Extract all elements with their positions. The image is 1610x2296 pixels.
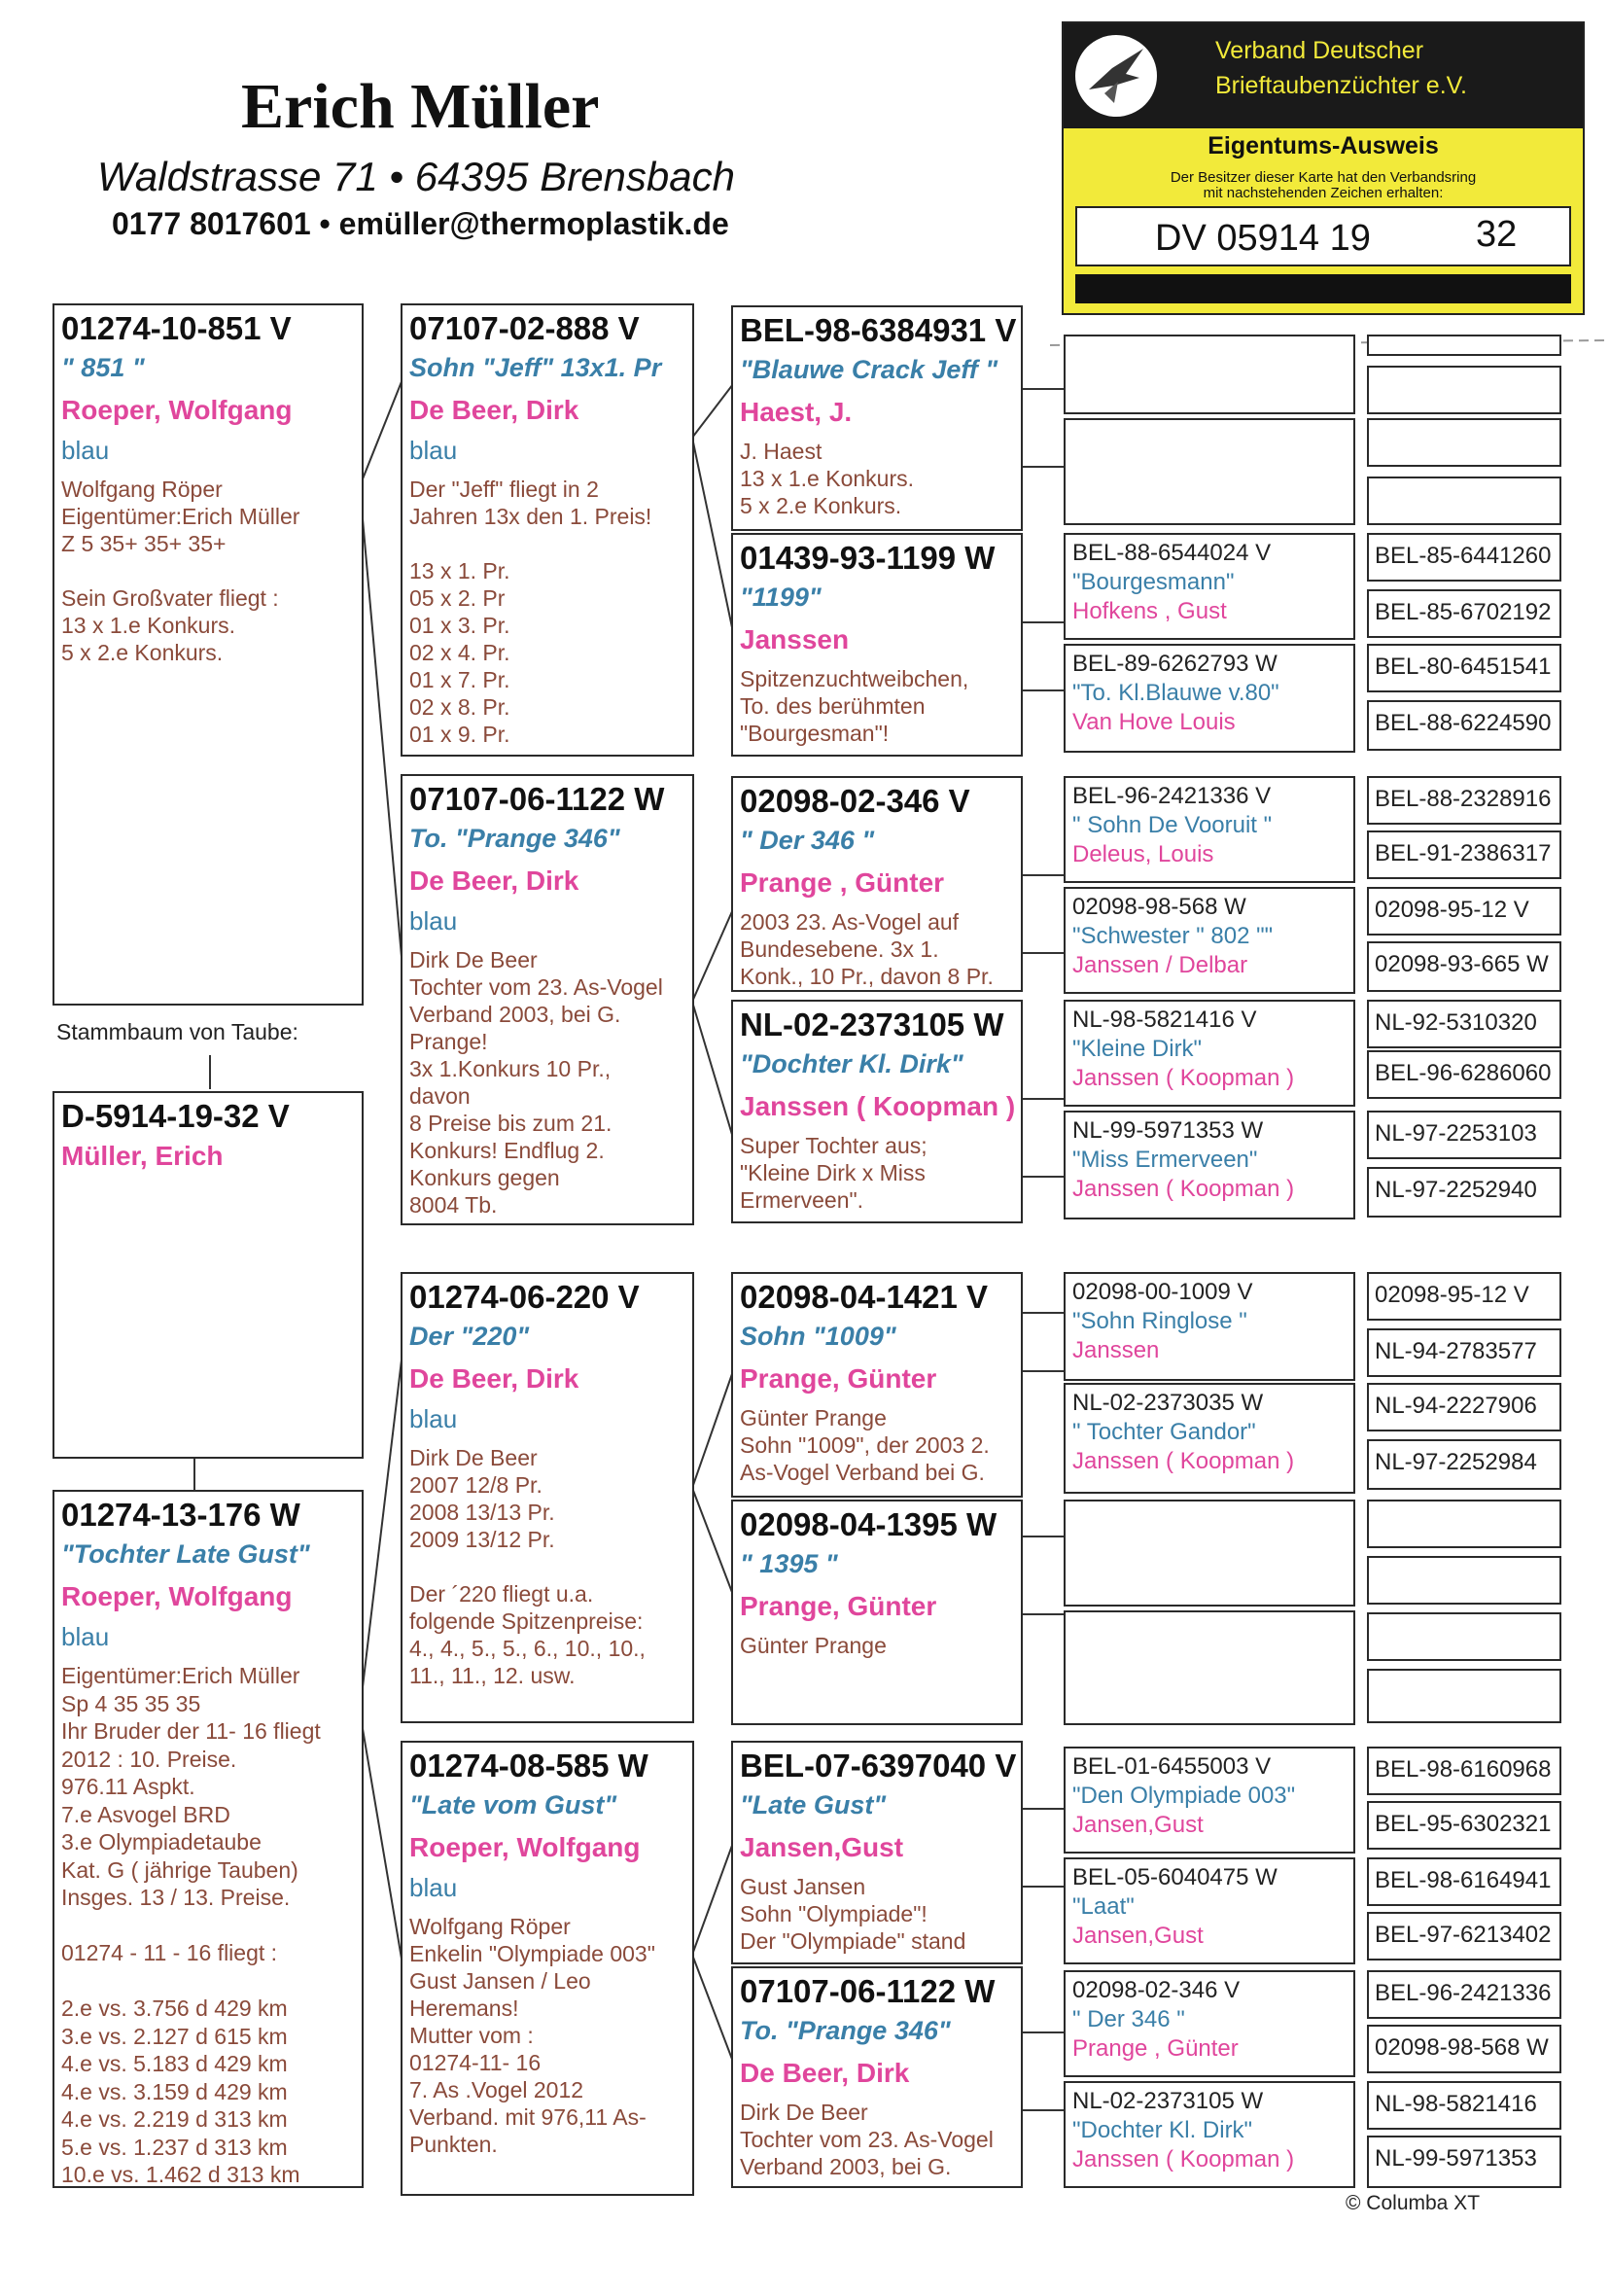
gen5-card[interactable] [1367, 1272, 1561, 1321]
gen3-card[interactable] [731, 776, 1023, 992]
gen5-ring: BEL-98-6164941 [1375, 1867, 1552, 1893]
gen4-breeder: Janssen ( Koopman ) [1072, 2146, 1295, 2172]
gen4-name: "Bourgesmann" [1072, 569, 1235, 595]
gen3-note: Gust Jansen Sohn "Olympiade"! Der "Olympiade" stand [740, 1874, 966, 1954]
gen5-card[interactable] [1367, 2136, 1561, 2188]
gen5-card[interactable] [1367, 418, 1561, 467]
gen4-breeder: Prange , Günter [1072, 2035, 1239, 2062]
gen5-ring: BEL-88-2328916 [1375, 786, 1552, 812]
gen4-breeder: Van Hove Louis [1072, 709, 1236, 735]
gen2-card[interactable] [401, 1741, 694, 2196]
gen3-card[interactable] [731, 1272, 1023, 1498]
gen3-card[interactable] [731, 533, 1023, 757]
gen5-card[interactable] [1367, 1556, 1561, 1605]
gen5-card[interactable] [1367, 1970, 1561, 2019]
gen3-name: "Dochter Kl. Dirk" [740, 1049, 963, 1078]
gen4-breeder: Janssen ( Koopman ) [1072, 1065, 1295, 1091]
gen4-name: " Tochter Gandor" [1072, 1419, 1256, 1445]
card-pattern-band [1075, 274, 1571, 303]
gen5-ring: 02098-93-665 W [1375, 951, 1549, 977]
gen3-name: "1199" [740, 583, 822, 612]
gen3-name: "Late Gust" [740, 1790, 887, 1819]
gen5-card[interactable] [1367, 335, 1561, 356]
gen5-card[interactable] [1367, 533, 1561, 582]
gen5-card[interactable] [1367, 1801, 1561, 1850]
gen4-card[interactable] [1064, 1111, 1355, 1219]
gen5-card[interactable] [1367, 1383, 1561, 1431]
gen3-card[interactable] [731, 1000, 1023, 1223]
gen4-name: " Der 346 " [1072, 2006, 1185, 2032]
gen4-card[interactable] [1064, 1970, 1355, 2077]
gen4-ring: NL-98-5821416 V [1072, 1007, 1257, 1033]
gen2-breeder: Roeper, Wolfgang [409, 1832, 641, 1862]
gen2-name: Der "220" [409, 1322, 530, 1351]
gen2-card[interactable] [401, 303, 694, 757]
gen4-card[interactable] [1064, 1747, 1355, 1854]
gen3-name: To. "Prange 346" [740, 2016, 951, 2045]
gen5-card[interactable] [1367, 1111, 1561, 1159]
mother-breeder: Roeper, Wolfgang [61, 1581, 293, 1611]
subject-card[interactable] [52, 1091, 364, 1459]
gen5-card[interactable] [1367, 644, 1561, 692]
gen3-note: Günter Prange Sohn "1009", der 2003 2. As-Vogel Verband bei G. [740, 1405, 990, 1485]
gen4-ring: NL-02-2373035 W [1072, 1390, 1264, 1416]
gen4-name: "Den Olympiade 003" [1072, 1783, 1296, 1809]
gen4-name: "Laat" [1072, 1893, 1135, 1920]
gen5-card[interactable] [1367, 887, 1561, 936]
gen5-card[interactable] [1367, 589, 1561, 638]
gen4-breeder: Janssen [1072, 1337, 1160, 1363]
copyright-label: © Columba XT [1346, 2192, 1481, 2214]
gen5-card[interactable] [1367, 366, 1561, 414]
gen5-card[interactable] [1367, 1669, 1561, 1723]
gen3-ring: 07107-06-1122 W [740, 1973, 996, 2009]
card-subtext-1: Der Besitzer dieser Karte hat den Verbandsring [1170, 169, 1477, 186]
gen2-note: Dirk De Beer Tochter vom 23. As-Vogel Verband 2003, bei G. Prange! 3x 1.Konkurs 10 Pr., davon 8 Preise bis zum 21. Konkurs! Endflug 2. Konkurs gegen 8004 Tb. [409, 947, 663, 1218]
gen3-name: " Der 346 " [740, 826, 875, 855]
gen2-breeder: De Beer, Dirk [409, 865, 579, 896]
card-org-line1: Verband Deutscher [1215, 37, 1424, 64]
gen2-note: Der "Jeff" fliegt in 2 Jahren 13x den 1. Preis! 13 x 1. Pr. 05 x 2. Pr 01 x 3. Pr. 02 x 4. Pr. 01 x 7. Pr. 02 x 8. Pr. 01 x 9. Pr. [409, 477, 652, 747]
gen3-note: J. Haest 13 x 1.e Konkurs. 5 x 2.e Konkurs. [740, 439, 914, 518]
gen5-ring: 02098-95-12 V [1375, 1282, 1529, 1308]
gen4-ring: NL-99-5971353 W [1072, 1117, 1264, 1144]
gen3-breeder: Janssen [740, 624, 850, 654]
gen2-breeder: De Beer, Dirk [409, 1363, 579, 1394]
gen4-card[interactable] [1064, 1610, 1355, 1725]
gen3-ring: BEL-07-6397040 V [740, 1748, 1017, 1784]
gen2-color: blau [409, 906, 458, 936]
gen5-ring: 02098-98-568 W [1375, 2034, 1549, 2061]
gen3-note: Super Tochter aus; "Kleine Dirk x Miss Ermerveen". [740, 1133, 928, 1213]
gen5-card[interactable] [1367, 2025, 1561, 2073]
gen4-ring: BEL-01-6455003 V [1072, 1753, 1272, 1780]
gen4-card[interactable] [1064, 1000, 1355, 1107]
gen2-card[interactable] [401, 774, 694, 1225]
gen3-name: Sohn "1009" [740, 1322, 896, 1351]
gen4-breeder: Janssen ( Koopman ) [1072, 1176, 1295, 1202]
gen3-name: " 1395 " [740, 1549, 838, 1578]
gen5-ring: NL-94-2227906 [1375, 1393, 1537, 1419]
gen3-ring: 01439-93-1199 W [740, 540, 996, 576]
father-card[interactable] [52, 303, 364, 1006]
gen3-breeder: De Beer, Dirk [740, 2058, 910, 2088]
gen3-card[interactable] [731, 1741, 1023, 1964]
gen5-card[interactable] [1367, 1000, 1561, 1048]
gen5-ring: NL-92-5310320 [1375, 1009, 1537, 1036]
gen4-card[interactable] [1064, 1500, 1355, 1607]
card-number-box [1075, 206, 1571, 266]
gen5-card[interactable] [1367, 1050, 1561, 1099]
gen5-card[interactable] [1367, 1857, 1561, 1906]
gen3-breeder: Janssen ( Koopman ) [740, 1091, 1016, 1121]
gen5-card[interactable] [1367, 477, 1561, 525]
gen5-card[interactable] [1367, 830, 1561, 879]
gen5-ring: BEL-88-6224590 [1375, 710, 1552, 736]
gen2-color: blau [409, 436, 458, 465]
gen4-card[interactable] [1064, 887, 1355, 994]
father-note: Wolfgang Röper Eigentümer:Erich Müller Z 5 35+ 35+ 35+ Sein Großvater fliegt : 13 x 1.e Konkurs. 5 x 2.e Konkurs. [61, 477, 300, 665]
owner-contact: 0177 8017601 • emüller@thermoplastik.de [112, 206, 729, 241]
gen4-card[interactable] [1064, 1272, 1355, 1381]
pigeon-logo-icon [1075, 35, 1157, 117]
gen5-card[interactable] [1367, 941, 1561, 992]
gen3-breeder: Prange, Günter [740, 1591, 937, 1621]
gen4-breeder: Janssen ( Koopman ) [1072, 1448, 1295, 1474]
gen5-ring: BEL-97-6213402 [1375, 1922, 1552, 1948]
gen2-ring: 07107-06-1122 W [409, 781, 665, 817]
gen3-note: Günter Prange [740, 1633, 887, 1658]
owner-name: Erich Müller [241, 71, 600, 142]
gen3-ring: 02098-04-1395 W [740, 1506, 998, 1542]
gen2-name: "Late vom Gust" [409, 1790, 617, 1819]
mother-color: blau [61, 1622, 110, 1651]
gen4-breeder: Jansen,Gust [1072, 1812, 1204, 1838]
gen3-card[interactable] [731, 1500, 1023, 1725]
gen4-card[interactable] [1064, 644, 1355, 753]
gen5-ring: BEL-96-6286060 [1375, 1060, 1552, 1086]
gen2-breeder: De Beer, Dirk [409, 395, 579, 425]
gen3-note: Dirk De Beer Tochter vom 23. As-Vogel Verband 2003, bei G. [740, 2100, 994, 2179]
gen5-card[interactable] [1367, 1167, 1561, 1218]
gen5-card[interactable] [1367, 1912, 1561, 1960]
gen4-ring: BEL-88-6544024 V [1072, 540, 1272, 566]
gen4-card[interactable] [1064, 418, 1355, 525]
gen4-ring: 02098-98-568 W [1072, 894, 1246, 920]
gen5-ring: BEL-96-2421336 [1375, 1980, 1552, 2006]
gen4-ring: BEL-96-2421336 V [1072, 783, 1272, 809]
father-breeder: Roeper, Wolfgang [61, 395, 293, 425]
gen2-color: blau [409, 1404, 458, 1433]
card-org-line2: Brieftaubenzüchter e.V. [1215, 72, 1467, 99]
father-color: blau [61, 436, 110, 465]
gen5-ring: BEL-80-6451541 [1375, 653, 1552, 680]
gen4-name: "Kleine Dirk" [1072, 1036, 1203, 1062]
gen5-ring: NL-97-2252940 [1375, 1177, 1537, 1203]
gen5-ring: NL-99-5971353 [1375, 2145, 1537, 2172]
gen2-card[interactable] [401, 1272, 694, 1723]
gen4-ring: BEL-05-6040475 W [1072, 1864, 1278, 1890]
gen4-card[interactable] [1064, 2081, 1355, 2188]
gen4-name: "Miss Ermerveen" [1072, 1147, 1258, 1173]
gen3-card[interactable] [731, 1966, 1023, 2188]
gen5-card[interactable] [1367, 1439, 1561, 1490]
mother-note: Eigentümer:Erich Müller Sp 4 35 35 35 Ihr Bruder der 11- 16 fliegt 2012 : 10. Preise. 976.11 Aspkt. 7.e Asvogel BRD 3.e Olympiadetaube Kat. G ( jährige Tauben) Insges. 13 / 13. Preise. 01274 - 11 - 16 fliegt : 2.e vs. 3.756 d 429 km 3.e vs. 2.127 d 615 km 4.e vs. 5.183 d 429 km 4.e vs. 3.159 d 429 km 4.e vs. 2.219 d 313 km 5.e vs. 1.237 d 313 km 10.e vs. 1.462 d 313 km [61, 1663, 321, 2187]
card-subtext-2: mit nachstehenden Zeichen erhalten: [1203, 185, 1444, 201]
gen5-card[interactable] [1367, 1500, 1561, 1548]
gen2-ring: 01274-08-585 W [409, 1748, 648, 1784]
gen5-card[interactable] [1367, 1328, 1561, 1377]
gen5-card[interactable] [1367, 2081, 1561, 2130]
ownership-card [1062, 21, 1585, 315]
gen5-ring: BEL-98-6160968 [1375, 1756, 1552, 1783]
gen2-name: To. "Prange 346" [409, 824, 620, 853]
gen2-ring: 07107-02-888 V [409, 310, 640, 346]
gen4-name: "Sohn Ringlose " [1072, 1308, 1247, 1334]
gen2-ring: 01274-06-220 V [409, 1279, 640, 1315]
gen4-breeder: Janssen / Delbar [1072, 952, 1248, 978]
gen3-ring: 02098-02-346 V [740, 783, 970, 819]
mother-name: "Tochter Late Gust" [61, 1539, 310, 1569]
gen4-name: "To. Kl.Blauwe v.80" [1072, 680, 1279, 706]
card-heading: Eigentums-Ausweis [1208, 132, 1439, 159]
gen3-note: Spitzenzuchtweibchen, To. des berühmten "Bourgesman"! [740, 666, 969, 746]
mother-ring: 01274-13-176 W [61, 1497, 300, 1533]
gen3-breeder: Haest, J. [740, 397, 853, 427]
gen5-ring: NL-94-2783577 [1375, 1338, 1537, 1364]
gen4-ring: 02098-02-346 V [1072, 1977, 1241, 2003]
gen2-note: Wolfgang Röper Enkelin "Olympiade 003" Gust Jansen / Leo Heremans! Mutter vom : 01274-11- 16 7. As .Vogel 2012 Verband. mit 976,11 As- Punkten. [409, 1914, 655, 2157]
gen4-card[interactable] [1064, 776, 1355, 883]
gen4-breeder: Jansen,Gust [1072, 1923, 1204, 1949]
owner-address: Waldstrasse 71 • 64395 Brensbach [97, 154, 735, 199]
gen4-breeder: Hofkens , Gust [1072, 598, 1227, 624]
gen3-breeder: Prange, Günter [740, 1363, 937, 1394]
father-name: " 851 " [61, 353, 145, 382]
gen3-card[interactable] [731, 305, 1023, 531]
gen4-card[interactable] [1064, 533, 1355, 640]
gen4-card[interactable] [1064, 1857, 1355, 1964]
stammbaum-label: Stammbaum von Taube: [56, 1019, 298, 1044]
gen5-card[interactable] [1367, 1612, 1561, 1661]
gen4-name: " Sohn De Vooruit " [1072, 812, 1273, 838]
card-ring-number: DV 05914 19 [1155, 218, 1371, 259]
gen2-name: Sohn "Jeff" 13x1. Pr [409, 353, 662, 382]
gen4-name: "Schwester " 802 "" [1072, 923, 1274, 949]
gen3-note: 2003 23. As-Vogel auf Bundesebene. 3x 1. Konk., 10 Pr., davon 8 Pr. [740, 909, 994, 989]
gen2-color: blau [409, 1873, 458, 1902]
gen4-card[interactable] [1064, 1383, 1355, 1494]
gen5-ring: NL-97-2252984 [1375, 1449, 1537, 1475]
gen3-name: "Blauwe Crack Jeff " [740, 355, 998, 384]
father-ring: 01274-10-851 V [61, 310, 292, 346]
subject-ring: D-5914-19-32 V [61, 1098, 290, 1134]
mother-card[interactable] [52, 1490, 364, 2188]
gen3-breeder: Prange , Günter [740, 867, 945, 898]
gen5-card[interactable] [1367, 700, 1561, 751]
gen4-ring: NL-02-2373105 W [1072, 2088, 1264, 2114]
gen4-ring: BEL-89-6262793 W [1072, 651, 1278, 677]
gen5-ring: BEL-85-6441260 [1375, 543, 1552, 569]
gen2-note: Dirk De Beer 2007 12/8 Pr. 2008 13/13 Pr. 2009 13/12 Pr. Der ´220 fliegt u.a. folgende Spitzenpreise: 4., 4., 5., 5., 6., 10., 10., 11., 11., 12. usw. [409, 1445, 646, 1688]
gen4-name: "Dochter Kl. Dirk" [1072, 2117, 1253, 2143]
gen5-ring: BEL-95-6302321 [1375, 1811, 1552, 1837]
gen5-card[interactable] [1367, 776, 1561, 825]
gen3-ring: NL-02-2373105 W [740, 1007, 1004, 1042]
gen5-ring: NL-97-2253103 [1375, 1120, 1537, 1147]
card-ring-suffix: 32 [1476, 214, 1518, 255]
gen3-breeder: Jansen,Gust [740, 1832, 904, 1862]
gen4-ring: 02098-00-1009 V [1072, 1279, 1253, 1305]
gen3-ring: 02098-04-1421 V [740, 1279, 989, 1315]
gen5-ring: 02098-95-12 V [1375, 897, 1529, 923]
gen3-ring: BEL-98-6384931 V [740, 312, 1017, 348]
gen4-card[interactable] [1064, 335, 1355, 414]
gen5-ring: BEL-85-6702192 [1375, 599, 1552, 625]
gen5-ring: NL-98-5821416 [1375, 2091, 1537, 2117]
gen4-breeder: Deleus, Louis [1072, 841, 1214, 867]
card-banner [1064, 23, 1583, 128]
gen5-card[interactable] [1367, 1747, 1561, 1795]
gen5-ring: BEL-91-2386317 [1375, 840, 1552, 866]
subject-breeder: Müller, Erich [61, 1141, 224, 1171]
